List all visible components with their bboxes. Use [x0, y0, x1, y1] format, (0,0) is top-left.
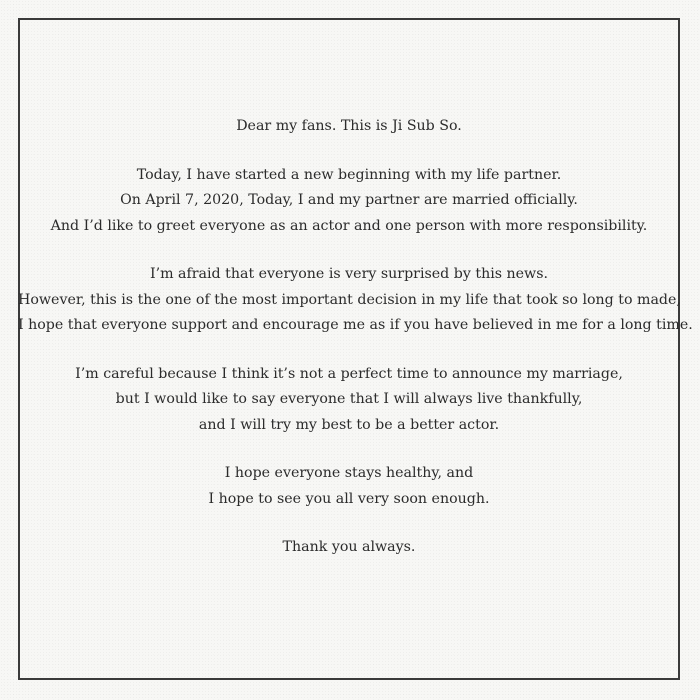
letter-line: Dear my fans. This is Ji Sub So.: [236, 118, 462, 134]
letter-line: On April 7, 2020, Today, I and my partner are married officially.: [120, 192, 578, 208]
letter-line: And I’d like to greet everyone as an actor and one person with more responsibility.: [50, 217, 648, 234]
letter-body: [18, 114, 693, 584]
letter-line: I hope that everyone support and encourage me as if you have believed in me for a long time.: [18, 317, 693, 333]
letter-line: Thank you always.: [282, 539, 416, 555]
letter-line: However, this is the one of the most important decision in my life that took so long to made,: [18, 291, 681, 308]
letter-line: and I will try my best to be a better actor.: [198, 416, 500, 433]
announcement-paragraph: [18, 163, 680, 240]
careful-paragraph: [18, 362, 680, 439]
letter-line: Today, I have started a new beginning with my life partner.: [136, 166, 562, 183]
greeting-paragraph: [18, 114, 680, 140]
letter-line: I’m afraid that everyone is very surprised by this news.: [149, 266, 548, 282]
wishes-paragraph: [18, 461, 680, 512]
support-paragraph: [18, 262, 693, 339]
letter-line: I hope to see you all very soon enough.: [208, 490, 490, 507]
letter-line: I hope everyone stays healthy, and: [224, 465, 474, 481]
letter-line: I’m careful because I think it’s not a perfect time to announce my marriage,: [75, 365, 623, 382]
closing-paragraph: [18, 535, 680, 561]
letter-line: but I would like to say everyone that I will always live thankfully,: [115, 391, 583, 407]
